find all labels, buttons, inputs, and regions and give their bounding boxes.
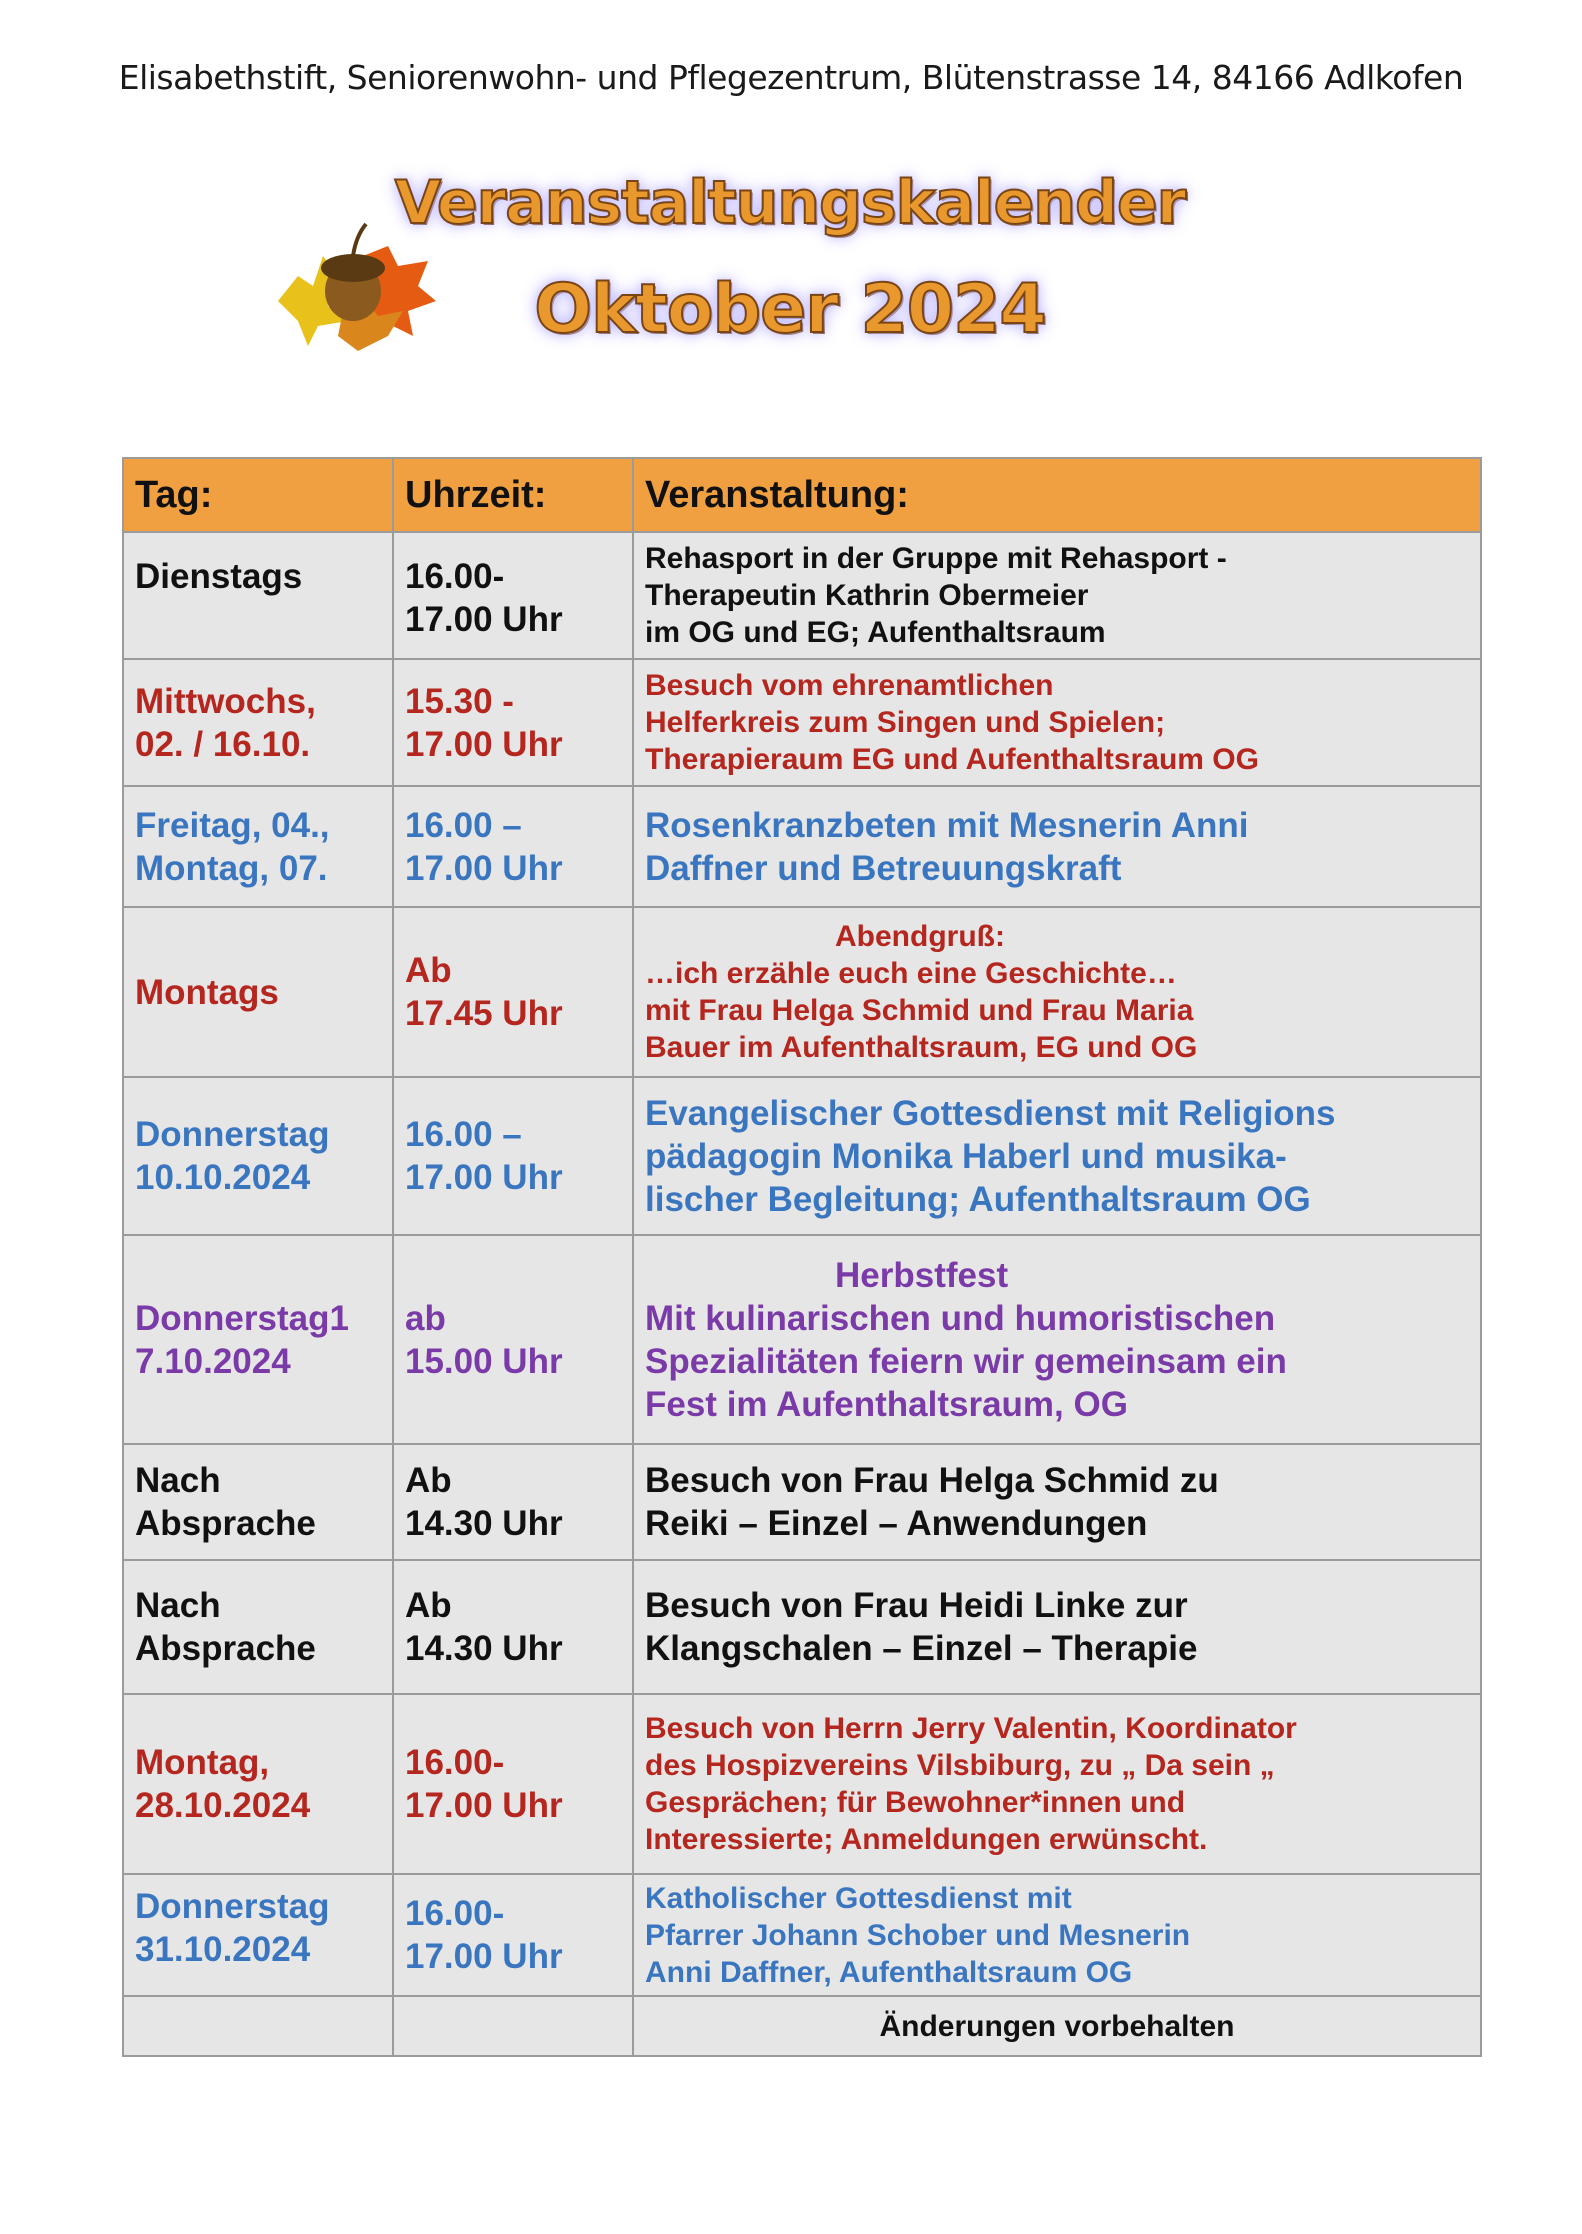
event-cell: Besuch von Frau Heidi Linke zur Klangschalen – Einzel – Therapie [633, 1560, 1481, 1694]
table-header-row [123, 458, 1481, 532]
table-row [123, 1235, 1481, 1444]
day-cell: Dienstags [123, 532, 393, 659]
changes-reserved-note: Änderungen vorbehalten [633, 1996, 1481, 2056]
event-cell: Besuch von Herrn Jerry Valentin, Koordinator des Hospizvereins Vilsbiburg, zu „ Da sein „ Gesprächen; für Bewohner*innen und Interessierte; Anmeldungen erwünscht. [633, 1694, 1481, 1874]
table-row [123, 532, 1481, 659]
day-cell: Nach Absprache [123, 1560, 393, 1694]
time-cell: ab 15.00 Uhr [393, 1235, 633, 1444]
header-day: Tag: [123, 458, 393, 532]
day-cell: Freitag, 04., Montag, 07. [123, 786, 393, 907]
time-cell: Ab 14.30 Uhr [393, 1444, 633, 1560]
header-time: Uhrzeit: [393, 458, 633, 532]
table-row [123, 1694, 1481, 1874]
table-row [123, 786, 1481, 907]
day-cell: Montags [123, 907, 393, 1077]
event-cell: Besuch vom ehrenamtlichen Helferkreis zum Singen und Spielen; Therapieraum EG und Aufenthaltsraum OG [633, 659, 1481, 786]
event-cell: Abendgruß: …ich erzähle euch eine Geschichte… mit Frau Helga Schmid und Frau Maria Bauer im Aufenthaltsraum, EG und OG [633, 907, 1481, 1077]
address-line: Elisabethstift, Seniorenwohn- und Pflegezentrum, Blütenstrasse 14, 84166 Adlkofen [118, 58, 1464, 97]
event-calendar-table [122, 457, 1482, 2057]
time-cell: Ab 14.30 Uhr [393, 1560, 633, 1694]
table-footer-row [123, 1996, 1481, 2056]
table-row [123, 907, 1481, 1077]
table-row [123, 1560, 1481, 1694]
calendar-title: Veranstaltungskalender [394, 168, 1186, 238]
table-row [123, 659, 1481, 786]
table-row [123, 1874, 1481, 1996]
day-cell: Mittwochs, 02. / 16.10. [123, 659, 393, 786]
time-cell: 16.00 – 17.00 Uhr [393, 1077, 633, 1235]
time-cell: Ab 17.45 Uhr [393, 907, 633, 1077]
event-cell: Rehasport in der Gruppe mit Rehasport - Therapeutin Kathrin Obermeier im OG und EG; Aufenthaltsraum [633, 532, 1481, 659]
day-cell: Nach Absprache [123, 1444, 393, 1560]
event-heading: Abendgruß: [835, 920, 1005, 953]
time-cell: 16.00- 17.00 Uhr [393, 1694, 633, 1874]
table-row [123, 1077, 1481, 1235]
event-cell: Besuch von Frau Helga Schmid zu Reiki – Einzel – Anwendungen [633, 1444, 1481, 1560]
day-cell: Donnerstag 10.10.2024 [123, 1077, 393, 1235]
table-row [123, 1444, 1481, 1560]
time-cell: 16.00- 17.00 Uhr [393, 1874, 633, 1996]
event-heading: Herbstfest [835, 1255, 1009, 1295]
day-cell: Donnerstag1 7.10.2024 [123, 1235, 393, 1444]
event-cell: Rosenkranzbeten mit Mesnerin Anni Daffner und Betreuungskraft [633, 786, 1481, 907]
calendar-month-title: Oktober 2024 [534, 270, 1046, 349]
day-cell: Donnerstag 31.10.2024 [123, 1874, 393, 1996]
time-cell: 16.00 – 17.00 Uhr [393, 786, 633, 907]
empty-cell [393, 1996, 633, 2056]
event-cell: Herbstfest Mit kulinarischen und humoristischen Spezialitäten feiern wir gemeinsam ein Fest im Aufenthaltsraum, OG [633, 1235, 1481, 1444]
event-cell: Katholischer Gottesdienst mit Pfarrer Johann Schober und Mesnerin Anni Daffner, Aufenthaltsraum OG [633, 1874, 1481, 1996]
day-cell: Montag, 28.10.2024 [123, 1694, 393, 1874]
time-cell: 16.00- 17.00 Uhr [393, 532, 633, 659]
empty-cell [123, 1996, 393, 2056]
header-event: Veranstaltung: [633, 458, 1481, 532]
event-cell: Evangelischer Gottesdienst mit Religions pädagogin Monika Haberl und musika- lischer Begleitung; Aufenthaltsraum OG [633, 1077, 1481, 1235]
time-cell: 15.30 - 17.00 Uhr [393, 659, 633, 786]
